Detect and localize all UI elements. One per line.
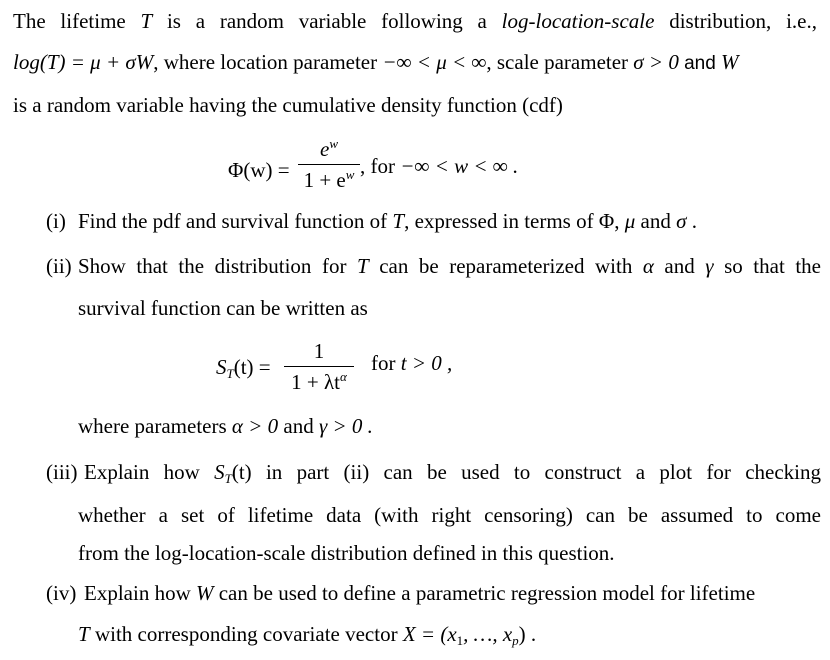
part-ii-label: (ii): [46, 254, 72, 278]
fraction-bar: [284, 366, 354, 367]
part-iii-line-3: from the log-location-scale distribution defined in this question.: [78, 541, 615, 565]
survival-numerator: 1: [313, 339, 325, 363]
survival-denominator: $1 + \lambda t^\alpha$: [291, 369, 347, 394]
distribution-name: log-location-scale: [501, 9, 655, 33]
survival-fraction: [284, 341, 354, 393]
cdf-fraction: [298, 137, 360, 191]
part-ii-where: where parameters α > 0 and γ > 0 .: [78, 414, 373, 438]
and-word: and: [684, 53, 716, 74]
part-iv-line-1: Explain how W can be used to define a parametric regression model for lifetime: [84, 581, 756, 605]
var-W: W: [721, 50, 739, 74]
intro-line-1: The lifetime T is a random variable following a log-location-scale distribution, i.e.,: [13, 9, 817, 33]
part-iii-label: (iii): [46, 460, 78, 484]
survival-condition: for t > 0 ,: [371, 351, 453, 375]
part-ii-line-1: Show that the distribution for T can be reparameterized with α and γ so that the: [78, 254, 821, 278]
part-ii-line-2: survival function can be written as: [78, 296, 368, 320]
cdf-lhs: Φ(w) =: [228, 158, 290, 182]
location-range: −∞ < μ < ∞: [382, 50, 487, 74]
part-i-line-1: Find the pdf and survival function of T, expressed in terms of Φ, μ and σ .: [78, 209, 697, 233]
intro-line-3: is a random variable having the cumulative density function (cdf): [13, 93, 563, 117]
part-iii-line-1: Explain how $S_T(t)$ in part (ii) can be used to construct a plot for checking: [84, 460, 821, 486]
cdf-numerator: $e^w$: [320, 136, 338, 161]
survival-lhs: $S_T(t)$ =: [216, 355, 271, 381]
cdf-range: , for −∞ < w < ∞ .: [360, 154, 519, 178]
sigma-condition: σ > 0: [633, 50, 679, 74]
part-iv-label: (iv): [46, 581, 77, 605]
part-i-label: (i): [46, 209, 66, 233]
var-T: T: [140, 9, 153, 33]
cdf-denominator: $1 + e^w$: [303, 167, 355, 192]
part-iii-line-2: whether a set of lifetime data (with right censoring) can be assumed to come: [78, 503, 821, 527]
part-iv-line-2: T with corresponding covariate vector $X = (x_1$, …, $x_p$) .: [78, 622, 537, 648]
intro-line-2: log(T) = μ + σW, where location parameter −∞ < μ < ∞, scale parameter σ > 0 and W: [13, 50, 739, 74]
fraction-bar: [298, 164, 360, 165]
log-equation: log(T) = μ + σW: [13, 50, 154, 74]
